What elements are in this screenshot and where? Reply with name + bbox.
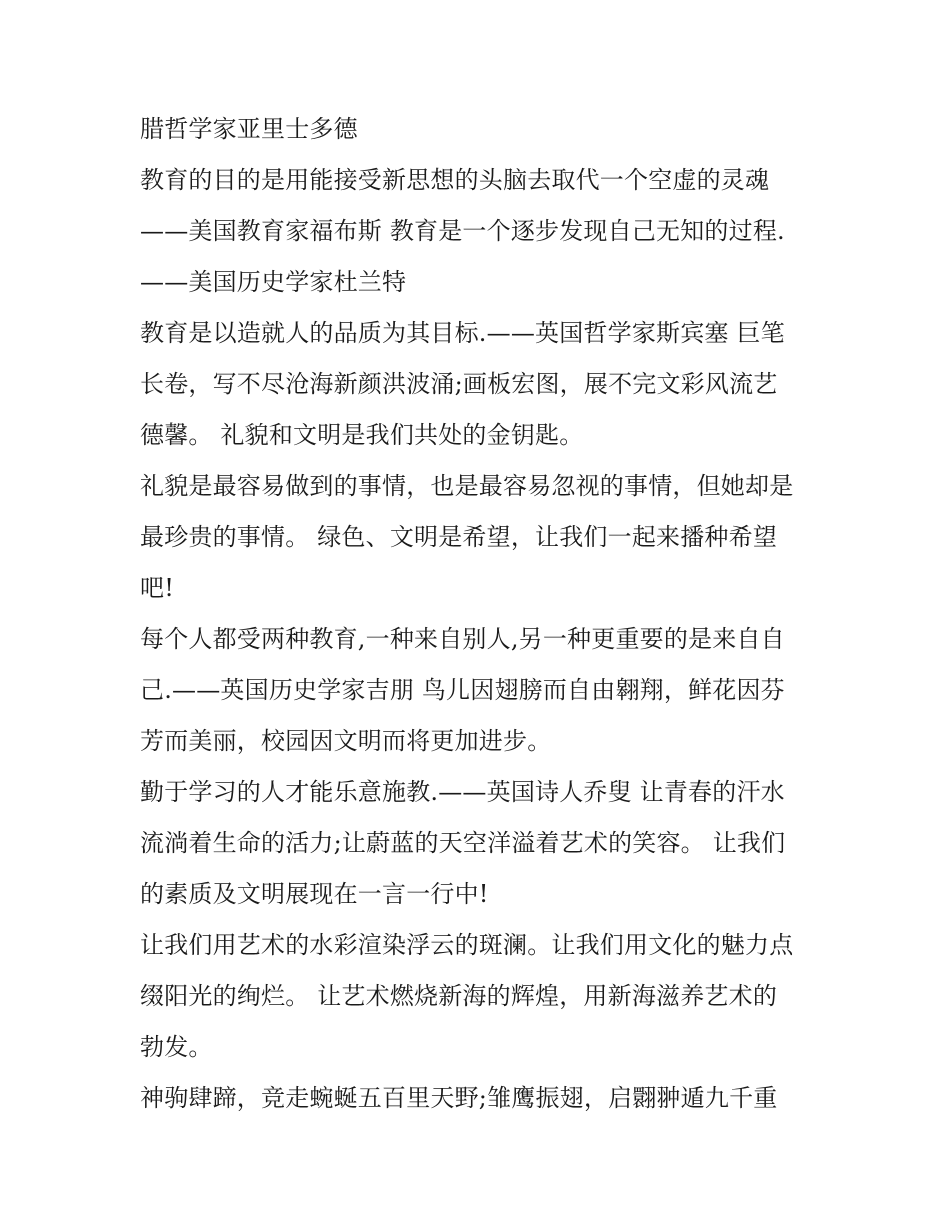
text-line: 的素质及文明展现在一言一行中! bbox=[140, 880, 489, 908]
text-line: 每个人都受两种教育,一种来自别人,另一种更重要的是来自自 bbox=[140, 625, 785, 653]
text-line: 长卷，写不尽沧海新颜洪波涌;画板宏图，展不完文彩风流艺 bbox=[140, 370, 778, 398]
text-line: 腊哲学家亚里士多德 bbox=[140, 115, 358, 143]
text-line: 己.——英国历史学家吉朋 鸟儿因翅膀而自由翱翔，鲜花因芬 bbox=[140, 676, 785, 704]
text-line: 德馨。 礼貌和文明是我们共处的金钥匙。 bbox=[140, 421, 584, 449]
text-line: 勤于学习的人才能乐意施教.——英国诗人乔叟 让青春的汗水 bbox=[140, 778, 785, 806]
document-body bbox=[140, 104, 820, 1124]
text-line: 神驹肆蹄，竞走蜿蜒五百里天野;雏鹰振翅，启翾翀遁九千重 bbox=[140, 1084, 778, 1112]
text-line: 流淌着生命的活力;让蔚蓝的天空洋溢着艺术的笑容。 让我们 bbox=[140, 829, 786, 857]
text-line: ——美国历史学家杜兰特 bbox=[140, 268, 407, 296]
text-line: 吧! bbox=[140, 574, 175, 602]
text-line: 最珍贵的事情。 绿色、文明是希望，让我们一起来播种希望 bbox=[140, 523, 778, 551]
text-line: 芳而美丽，校园因文明而将更加进步。 bbox=[140, 727, 552, 755]
text-line: 礼貌是最容易做到的事情，也是最容易忽视的事情，但她却是 bbox=[140, 472, 794, 500]
text-line: 缀阳光的绚烂。 让艺术燃烧新海的辉煌，用新海滋养艺术的 bbox=[140, 982, 778, 1010]
text-line: 教育是以造就人的品质为其目标.——英国哲学家斯宾塞 巨笔 bbox=[140, 319, 785, 347]
text-line: 勃发。 bbox=[140, 1033, 213, 1061]
text-line: 让我们用艺术的水彩渲染浮云的斑澜。让我们用文化的魅力点 bbox=[140, 931, 794, 959]
text-line: 教育的目的是用能接受新思想的头脑去取代一个空虚的灵魂 bbox=[140, 166, 770, 194]
text-line: ——美国教育家福布斯 教育是一个逐步发现自己无知的过程. bbox=[140, 217, 785, 245]
